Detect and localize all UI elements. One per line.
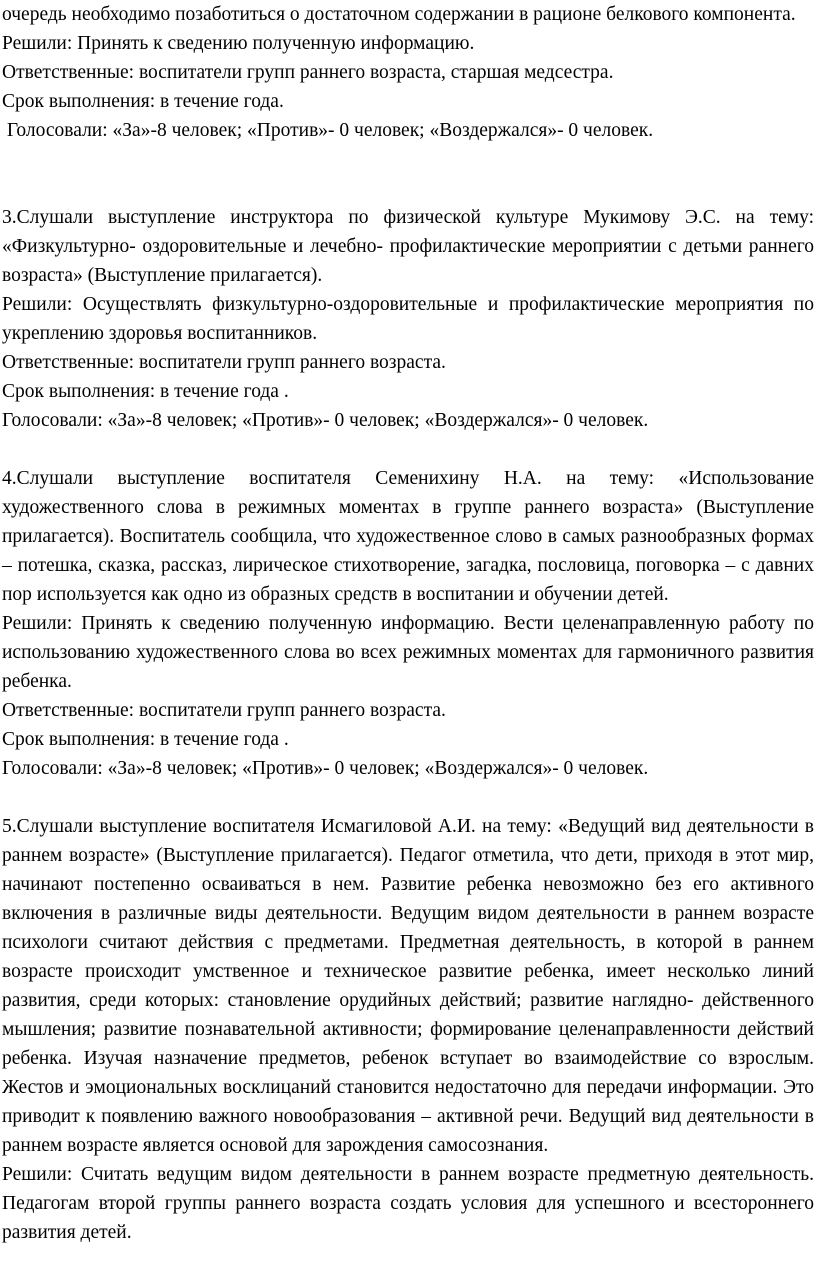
spacer xyxy=(2,435,814,464)
block1-decision: Решили: Принять к сведению полученную информацию. xyxy=(2,33,475,54)
item4-text: 4.Слушали выступление воспитателя Семенихину Н.А. на тему: «Использование художественного слова в режимных моментах в группе раннего возраста» (Выступление прилагается). Воспитатель сообщила, что художественное слово в самых разнообразных формах – потешка, сказка, рассказ, лирическое стихотворение, загадка, пословица, поговорка – с давних пор используется как одно из образных средств в воспитании и обучении детей. xyxy=(2,468,814,605)
item3-deadline: Срок выполнения: в течение года . xyxy=(2,381,289,402)
block1-text: очередь необходимо позаботиться о достаточном содержании в рационе белкового компонента. xyxy=(2,4,796,25)
spacer xyxy=(2,783,814,812)
block1-responsible: Ответственные: воспитатели групп раннего возраста, старшая медсестра. xyxy=(2,62,614,83)
item5-decision: Решили: Считать ведущим видом деятельности в раннем возрасте предметную деятельность. Педагогам второй группы раннего возраста создать условия для успешного и всестороннего развития детей. xyxy=(2,1164,814,1243)
item3-responsible: Ответственные: воспитатели групп раннего возраста. xyxy=(2,352,446,373)
item3-decision: Решили: Осуществлять физкультурно-оздоровительные и профилактические мероприятия по укреплению здоровья воспитанников. xyxy=(2,294,814,344)
item4-responsible: Ответственные: воспитатели групп раннего возраста. xyxy=(2,700,446,721)
spacer xyxy=(2,145,814,203)
item4-decision: Решили: Принять к сведению полученную информацию. Вести целенаправленную работу по использованию художественного слова во всех режимных моментах для гармоничного развития ребенка. xyxy=(2,613,814,692)
item3-vote: Голосовали: «За»-8 человек; «Против»- 0 человек; «Воздержался»- 0 человек. xyxy=(2,410,649,431)
item4-vote: Голосовали: «За»-8 человек; «Против»- 0 человек; «Воздержался»- 0 человек. xyxy=(2,758,649,779)
item3-text: 3.Слушали выступление инструктора по физической культуре Мукимову Э.С. на тему: «Физкультурно- оздоровительные и лечебно- профилактические мероприятии с детьми раннего возраста» (Выступление прилагается). xyxy=(2,207,814,286)
block1-deadline: Срок выполнения: в течение года. xyxy=(2,91,284,112)
item4-deadline: Срок выполнения: в течение года . xyxy=(2,729,289,750)
block1-vote: Голосовали: «За»-8 человек; «Против»- 0 человек; «Воздержался»- 0 человек. xyxy=(2,120,654,141)
item5-text: 5.Слушали выступление воспитателя Исмагиловой А.И. на тему: «Ведущий вид деятельности в раннем возрасте» (Выступление прилагается). Педагог отметила, что дети, приходя в этот мир, начинают постепенно осваиваться в нем. Развитие ребенка невозможно без его активного включения в различные виды деятельности. Ведущим видом деятельности в раннем возрасте психологи считают действия с предметами. Предметная деятельность, в которой в раннем возрасте происходит умственное и техническое развитие ребенка, имеет несколько линий развития, среди которых: становление орудийных действий; развитие наглядно- действенного мышления; развитие познавательной активности; формирование целенаправленности действий ребенка. Изучая назначение предметов, ребенок вступает во взаимодействие со взрослым. Жестов и эмоциональных восклицаний становится недостаточно для передачи информации. Это приводит к появлению важного новообразования – активной речи. Ведущий вид деятельности в раннем возрасте является основой для зарождения самосознания. xyxy=(2,816,814,1156)
